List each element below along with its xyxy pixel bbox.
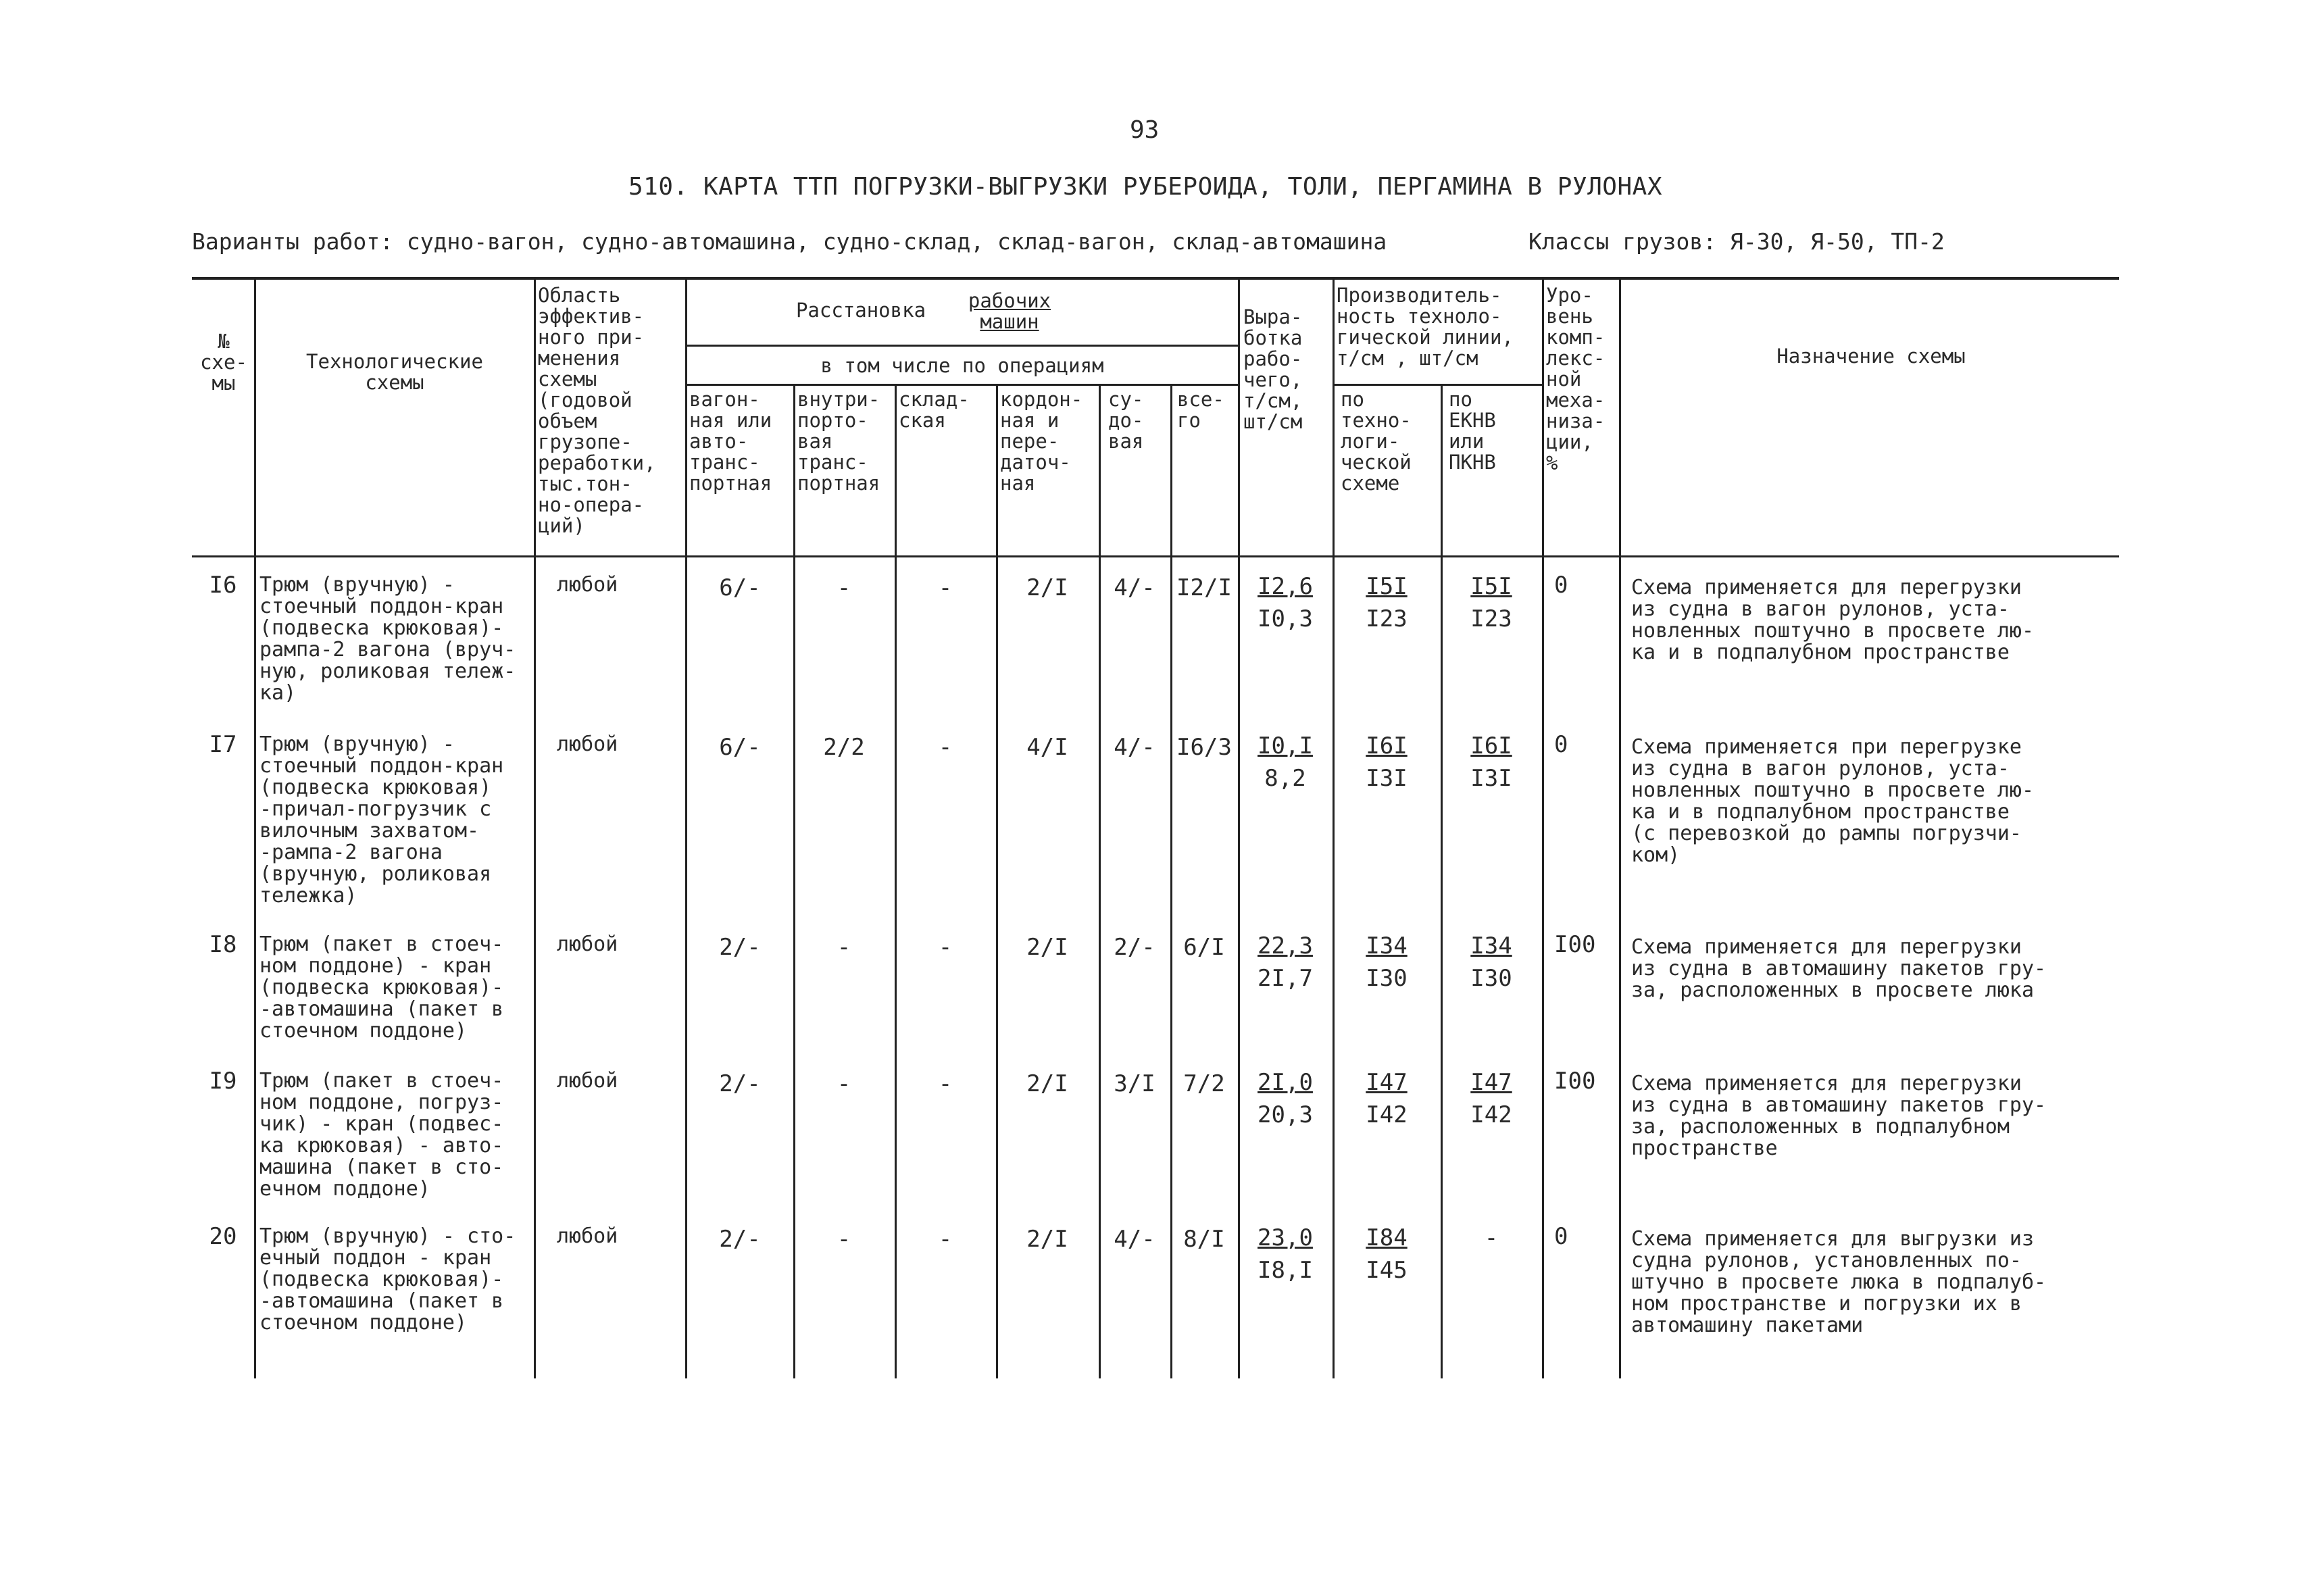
intraport-count: - xyxy=(837,934,851,961)
header-warehouse: склад- ская xyxy=(899,388,970,432)
ship-count: 2/- xyxy=(1114,934,1155,961)
productivity-top: I47 xyxy=(1366,1069,1408,1096)
warehouse-count: - xyxy=(938,734,953,761)
header-divider xyxy=(1333,384,1542,386)
productivity-top: I34 xyxy=(1366,932,1408,959)
scheme-number: 20 xyxy=(209,1223,237,1250)
eknv-productivity xyxy=(1442,1222,1541,1254)
ship-count: 3/I xyxy=(1114,1070,1155,1097)
worker-output xyxy=(1239,570,1331,635)
output-bottom: 2I,7 xyxy=(1258,965,1313,992)
header-intraport: внутри- порто- вая транс- портная xyxy=(797,388,880,495)
header-tech-schemes: Технологические схемы xyxy=(306,350,483,394)
total-count: 8/I xyxy=(1183,1226,1225,1253)
ship-count: 4/- xyxy=(1114,1226,1155,1253)
warehouse-count: - xyxy=(938,1070,953,1097)
tech-map-table xyxy=(192,277,2119,1378)
eknv-bottom: I42 xyxy=(1470,1101,1512,1128)
productivity-bottom: I42 xyxy=(1366,1101,1408,1128)
col-divider xyxy=(534,277,536,1378)
header-by-eknv: по ЕКНВ или ПКНВ xyxy=(1449,388,1496,474)
mechanization-level: I00 xyxy=(1554,931,1596,958)
table-top-rule xyxy=(192,277,2119,280)
scheme-productivity xyxy=(1334,1066,1439,1131)
ship-count: 4/- xyxy=(1114,574,1155,601)
ship-count: 4/- xyxy=(1114,734,1155,761)
output-top: 23,0 xyxy=(1258,1224,1313,1251)
wagon-auto-count: 2/- xyxy=(719,934,761,961)
mechanization-level: 0 xyxy=(1554,1223,1568,1250)
eknv-bottom: I3I xyxy=(1470,765,1512,792)
productivity-bottom: I30 xyxy=(1366,965,1408,992)
scheme-productivity xyxy=(1334,1222,1439,1287)
header-divider xyxy=(685,345,1238,347)
col-divider xyxy=(1333,277,1335,1378)
output-bottom: 20,3 xyxy=(1258,1101,1313,1128)
header-mechanization-level: Уро- вень комп- лекс- ной меха- низа- ции, % xyxy=(1546,284,1605,474)
worker-output xyxy=(1239,1066,1331,1131)
eknv-top: I47 xyxy=(1470,1069,1512,1096)
scheme-number: I7 xyxy=(209,731,237,758)
mechanization-level: 0 xyxy=(1554,572,1568,599)
intraport-count: 2/2 xyxy=(823,734,865,761)
col-divider xyxy=(685,277,687,1378)
productivity-top: I5I xyxy=(1366,573,1408,600)
header-working-machines: рабочих машин xyxy=(968,289,1051,333)
eknv-bottom: I23 xyxy=(1470,605,1512,632)
total-count: 6/I xyxy=(1183,934,1225,961)
header-application-area: Область эффектив- ного при- менения схемы (годовой объем грузопе- реработки, тыс.тон- но-опера- ций) xyxy=(538,284,656,537)
header-wagon-auto: вагон- ная или авто- транс- портная xyxy=(689,388,772,495)
productivity-bottom: I45 xyxy=(1366,1257,1408,1284)
page-number: 93 xyxy=(1130,116,1160,144)
output-bottom: 8,2 xyxy=(1264,765,1306,792)
document-title: 510. КАРТА ТТП ПОГРУЗКИ-ВЫГРУЗКИ РУБЕРОИДА, ТОЛИ, ПЕРГАМИНА В РУЛОНАХ xyxy=(628,173,1662,201)
application-area: любой xyxy=(557,732,618,756)
worker-output xyxy=(1239,730,1331,795)
warehouse-count: - xyxy=(938,934,953,961)
eknv-productivity xyxy=(1442,1066,1541,1131)
eknv-top: - xyxy=(1484,1224,1499,1251)
cordon-count: 2/I xyxy=(1026,574,1068,601)
wagon-auto-count: 2/- xyxy=(719,1226,761,1253)
intraport-count: - xyxy=(837,1226,851,1253)
scheme-description: Трюм (вручную) - стоечный поддон-кран (подвеска крюковая) -причал-погрузчик с вилочным захватом- -рампа-2 вагона (вручную, роликовая тележка) xyxy=(259,732,504,907)
warehouse-count: - xyxy=(938,574,953,601)
header-total: все- го xyxy=(1177,388,1224,432)
col-divider xyxy=(1238,277,1240,1378)
total-count: I2/I xyxy=(1176,574,1232,601)
scheme-purpose: Схема применяется при перегрузке из судна в вагон рулонов, уста- новленных поштучно в просвете лю- ка и в подпалубном пространстве (с перевозкой до рампы погрузчи- ком) xyxy=(1631,735,2035,867)
header-worker-output: Выра- ботка рабо- чего, т/см, шт/см xyxy=(1243,305,1303,433)
header-divider xyxy=(685,384,1238,386)
mechanization-level: 0 xyxy=(1554,731,1568,758)
scheme-productivity xyxy=(1334,930,1439,995)
total-count: 7/2 xyxy=(1183,1070,1225,1097)
mechanization-level: I00 xyxy=(1554,1068,1596,1095)
application-area: любой xyxy=(557,1224,618,1248)
scheme-number: I6 xyxy=(209,572,237,599)
output-top: I0,I xyxy=(1258,732,1313,759)
header-line-productivity: Производитель- ность техноло- гической линии, т/см , шт/см xyxy=(1337,284,1514,370)
scheme-purpose: Схема применяется для выгрузки из судна рулонов, установленных по- штучно в просвете люка в подпалуб- ном пространстве и погрузки их в автомашину пакетами xyxy=(1631,1227,2047,1337)
worker-output xyxy=(1239,1222,1331,1287)
col-divider xyxy=(1542,277,1544,1378)
total-count: I6/3 xyxy=(1176,734,1232,761)
header-purpose: Назначение схемы xyxy=(1776,345,1966,368)
scheme-purpose: Схема применяется для перегрузки из судна в вагон рулонов, уста- новленных поштучно в просвете лю- ка и в подпалубном пространстве xyxy=(1631,576,2035,664)
worker-output xyxy=(1239,930,1331,995)
header-bottom-rule xyxy=(192,555,2119,557)
wagon-auto-count: 2/- xyxy=(719,1070,761,1097)
work-variants: Варианты работ: судно-вагон, судно-автомашина, судно-склад, склад-вагон, склад-автомашина xyxy=(192,228,1387,255)
scheme-productivity xyxy=(1334,570,1439,635)
application-area: любой xyxy=(557,1069,618,1093)
scheme-description: Трюм (пакет в стоеч- ном поддоне, погруз- чик) - кран (подвес- ка крюковая) - авто- машина (пакет в сто- ечном поддоне) xyxy=(259,1069,504,1201)
wagon-auto-count: 6/- xyxy=(719,574,761,601)
output-top: I2,6 xyxy=(1258,573,1313,600)
scheme-productivity xyxy=(1334,730,1439,795)
scheme-number: I9 xyxy=(209,1068,237,1095)
header-cordon: кордон- ная и пере- даточ- ная xyxy=(1000,388,1083,495)
productivity-bottom: I23 xyxy=(1366,605,1408,632)
productivity-bottom: I3I xyxy=(1366,765,1408,792)
warehouse-count: - xyxy=(938,1226,953,1253)
eknv-top: I6I xyxy=(1470,732,1512,759)
scheme-description: Трюм (вручную) - сто- ечный поддон - кран (подвеска крюковая)- -автомашина (пакет в стоечном поддоне) xyxy=(259,1224,516,1335)
eknv-top: I5I xyxy=(1470,573,1512,600)
cordon-count: 2/I xyxy=(1026,1226,1068,1253)
output-top: 2I,0 xyxy=(1258,1069,1313,1096)
header-scheme-no: № схе- мы xyxy=(200,330,247,395)
col-divider xyxy=(254,277,256,1378)
scheme-description: Трюм (вручную) - стоечный поддон-кран (подвеска крюковая)- рампа-2 вагона (вруч- ную, роликовая тележ- ка) xyxy=(259,573,516,705)
eknv-productivity xyxy=(1442,930,1541,995)
eknv-productivity xyxy=(1442,730,1541,795)
eknv-bottom: I30 xyxy=(1470,965,1512,992)
header-placement: Расстановка xyxy=(795,299,926,322)
cordon-count: 4/I xyxy=(1026,734,1068,761)
header-by-operations: в том числе по операциям xyxy=(820,354,1104,377)
productivity-top: I6I xyxy=(1366,732,1408,759)
cargo-classes: Классы грузов: Я-30, Я-50, ТП-2 xyxy=(1528,228,1945,255)
application-area: любой xyxy=(557,932,618,956)
cordon-count: 2/I xyxy=(1026,1070,1068,1097)
scheme-purpose: Схема применяется для перегрузки из судна в автомашину пакетов гру- за, расположенных в подпалубном пространстве xyxy=(1631,1072,2047,1160)
productivity-top: I84 xyxy=(1366,1224,1408,1251)
output-bottom: I8,I xyxy=(1258,1257,1313,1284)
intraport-count: - xyxy=(837,1070,851,1097)
wagon-auto-count: 6/- xyxy=(719,734,761,761)
header-by-scheme: по техно- логи- ческой схеме xyxy=(1341,388,1412,495)
output-top: 22,3 xyxy=(1258,932,1313,959)
intraport-count: - xyxy=(837,574,851,601)
eknv-productivity xyxy=(1442,570,1541,635)
scheme-number: I8 xyxy=(209,931,237,958)
eknv-top: I34 xyxy=(1470,932,1512,959)
scheme-purpose: Схема применяется для перегрузки из судна в автомашину пакетов гру- за, расположенных в просвете люка xyxy=(1631,935,2047,1002)
col-divider xyxy=(1619,277,1621,1378)
header-ship: су- до- вая xyxy=(1108,388,1144,453)
application-area: любой xyxy=(557,573,618,597)
cordon-count: 2/I xyxy=(1026,934,1068,961)
output-bottom: I0,3 xyxy=(1258,605,1313,632)
scheme-description: Трюм (пакет в стоеч- ном поддоне) - кран (подвеска крюковая)- -автомашина (пакет в стоечном поддоне) xyxy=(259,932,504,1043)
